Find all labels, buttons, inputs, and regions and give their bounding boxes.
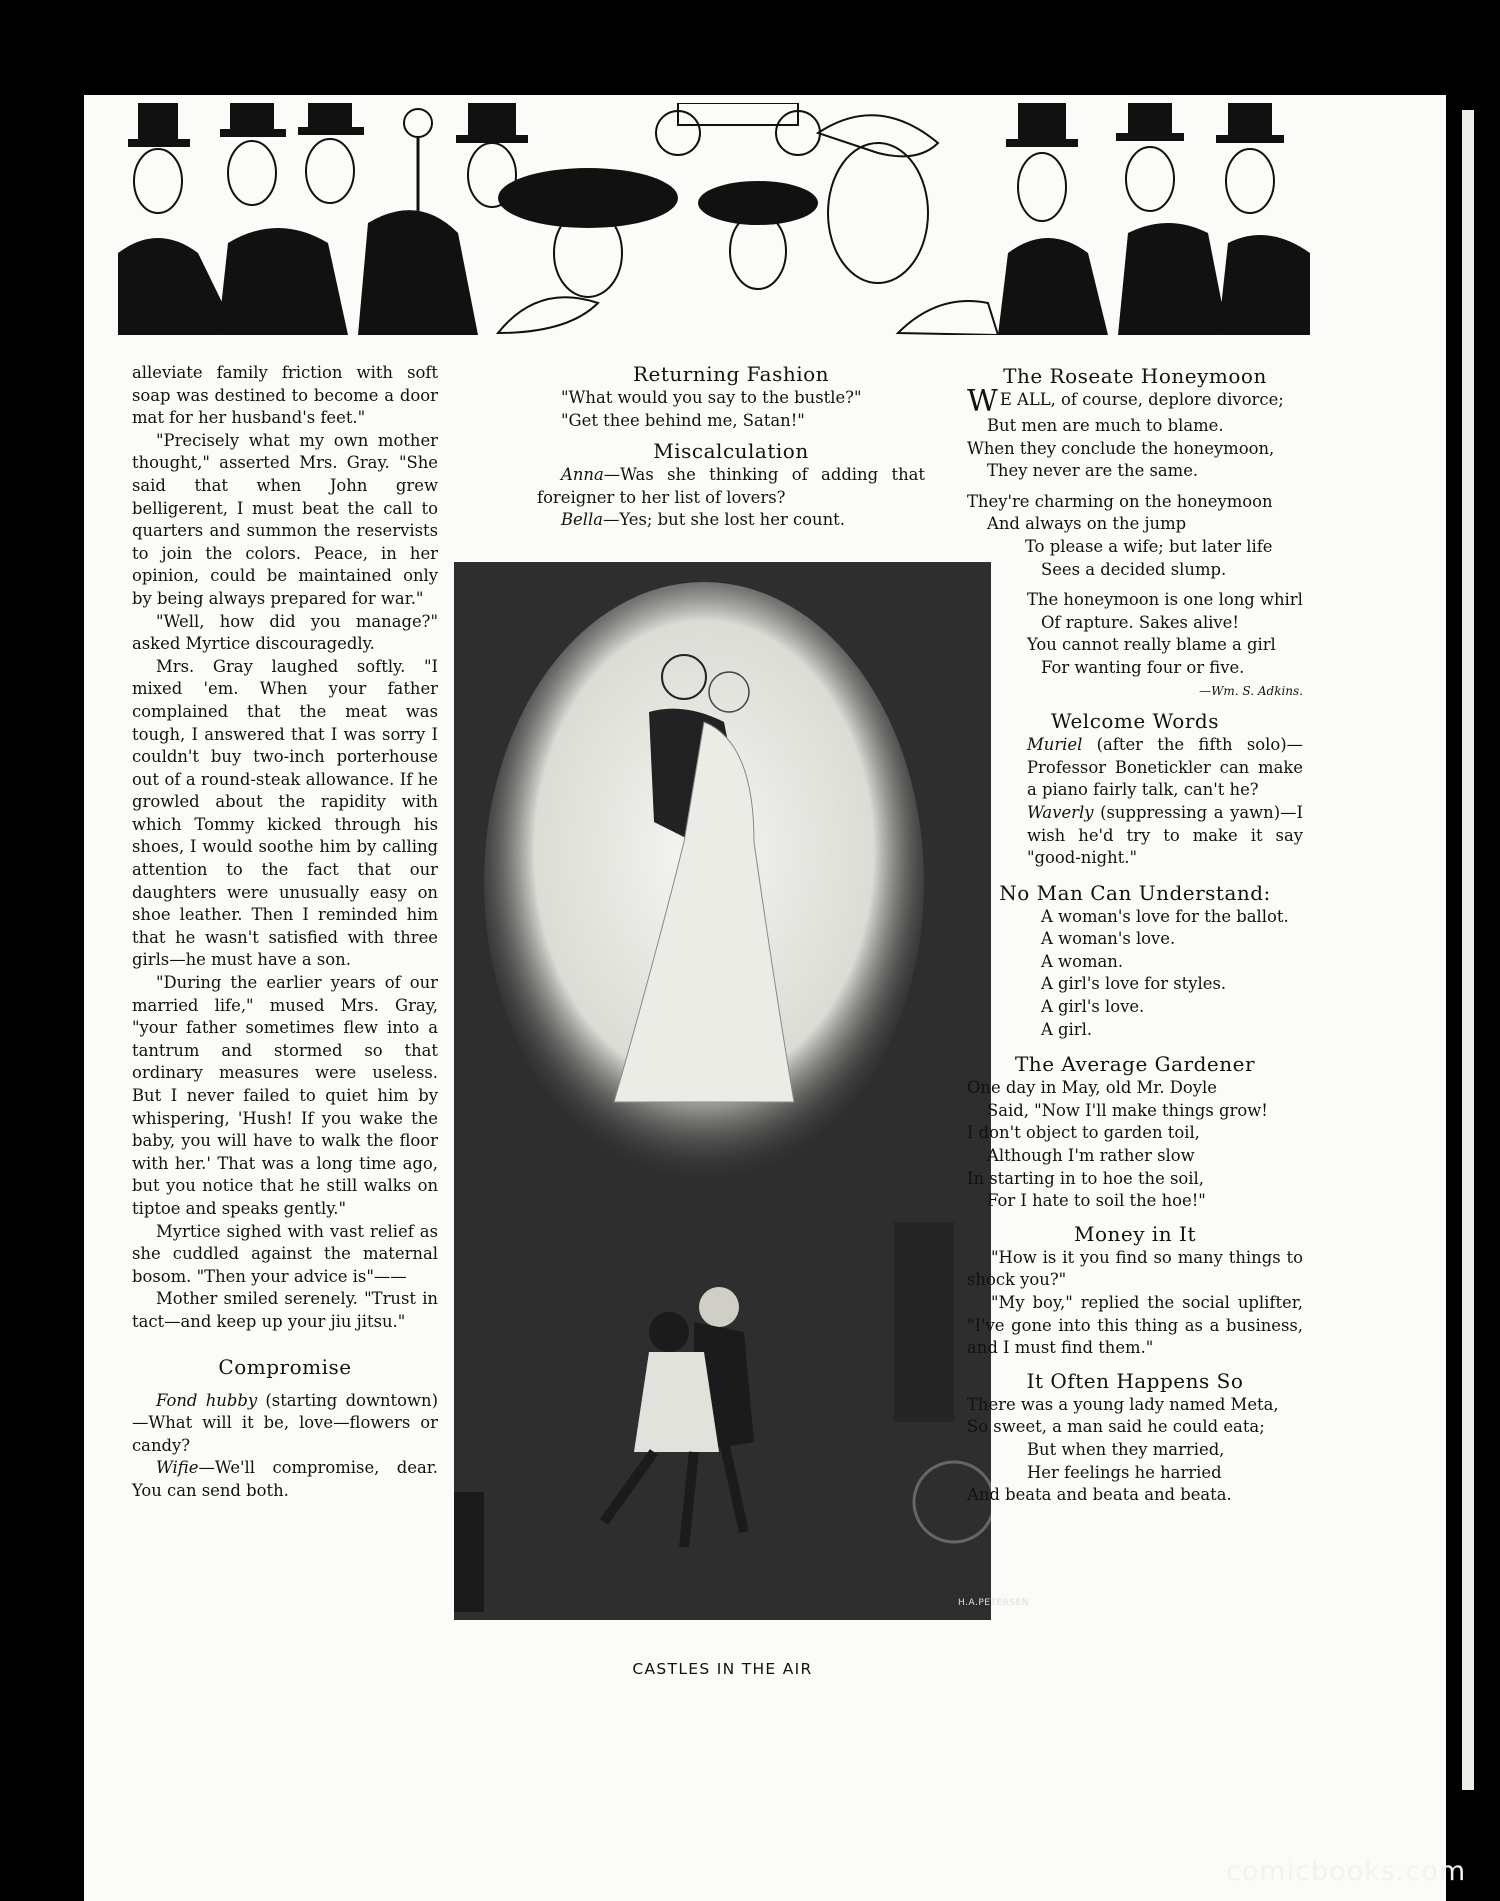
poem-roseate: W E ALL, of course, deplore divorce; But men are much to blame. When they conclude the honeymoon, They never are the same. They're charming on the honeymoon And always on the jump To please a wife; but later life Sees a decided slump. The honeymoon is one long whirl Of rapture. Sakes alive! You cannot really blame a girl For wanting four or five. —Wm. S. Adkins. (967, 389, 1303, 702)
column-left (132, 362, 438, 1503)
dialogue-line: "My boy," replied the social uplifter, "I've gone into this thing as a business, and I must find them." (967, 1293, 1303, 1358)
list-item: A woman. (1041, 951, 1124, 971)
section-title: Miscalculation (653, 439, 809, 464)
speaker: Anna (561, 465, 604, 485)
site-watermark: comicbooks.com (1226, 1856, 1467, 1887)
speaker: Muriel (1027, 735, 1083, 755)
column-center (537, 361, 925, 532)
section-title: Returning Fashion (632, 362, 830, 386)
column-right (967, 363, 1303, 1507)
list-item: A girl's love. (1041, 997, 1145, 1017)
dialogue-line: "What would you say to the bustle?" (561, 388, 862, 407)
list-item: A woman's love. (1041, 929, 1176, 949)
story-paragraph: Myrtice sighed with vast relief as she cuddled against the maternal bosom. "Then your advice is"—— (132, 1221, 438, 1286)
speaker: Fond hubby (156, 1390, 258, 1410)
story-continuation: alleviate family friction with soft soap was destined to become a door mat for her husband's feet." (132, 363, 438, 428)
section-title: Welcome Words (1051, 709, 1219, 734)
section-title: No Man Can Understand: (999, 880, 1271, 905)
story-paragraph: Mrs. Gray laughed softly. "I mixed 'em. When your father complained that the meat was tough, I answered that I was sorry I couldn't buy two-inch porterhouse out of a round-steak allowance. If he growled about the rapidity with which Tommy kicked through his shoes, I would soothe him by calling attention to the fact that our daughters were unusually easy on shoe leather. Then I reminded him that he wasn't satisfied with three girls—he must have a son. (132, 656, 438, 970)
dialogue-line: "How is it you find so many things to shock you?" (967, 1247, 1303, 1290)
speaker: Waverly (1027, 802, 1094, 822)
section-title: The Average Gardener (1014, 1052, 1256, 1077)
story-paragraph: "During the earlier years of our married life," mused Mrs. Gray, "your father sometimes flew into a tantrum and stormed so that ordinary measures were useless. But I never failed to quiet him by whispering, 'Hush! If you wake the baby, you will have to walk the floor with her.' That was a long time ago, but you notice that he still walks on tiptoe and speaks gently." (132, 973, 438, 1218)
dialogue-line: "Get thee behind me, Satan!" (561, 410, 805, 430)
dialogue-line: Wifie—We'll compromise, dear. You can send both. (132, 1458, 438, 1500)
illustrator-signature: H.A.PETERSEN (958, 1598, 1030, 1608)
dialogue-line: Anna—Was she thinking of adding that foreigner to her list of lovers? (537, 465, 925, 507)
dialogue-line: Waverly (suppressing a yawn)—I wish he'd try to make it say "good-night." (1027, 802, 1303, 868)
section-title: It Often Happens So (1026, 1368, 1244, 1393)
list-item: A woman's love for the ballot. (1041, 906, 1289, 926)
illustration-caption: CASTLES IN THE AIR (632, 1660, 813, 1678)
castles-illustration (454, 562, 991, 1620)
poem-author: —Wm. S. Adkins. (1199, 683, 1303, 698)
story-paragraph: "Precisely what my own mother thought," asserted Mrs. Gray. "She said that when John grew belligerent, I must beat the call to quarters and summon the reservists to join the colors. Peace, in her opinion, could be maintained only by being always prepared for war." (132, 430, 438, 608)
list-item: A girl's love for styles. (1041, 974, 1227, 994)
dialogue-line: Bella—Yes; but she lost her count. (561, 510, 845, 530)
poem-gardener: One day in May, old Mr. Doyle Said, "Now I'll make things grow! I don't object to garden toil, Although I'm rather slow In starting in to hoe the soil, For I hate to soil the hoe!" (967, 1078, 1268, 1211)
speaker: Wifie (156, 1458, 199, 1478)
story-paragraph: Mother smiled serenely. "Trust in tact—and keep up your jiu jitsu." (132, 1289, 438, 1331)
banner-illustration (118, 103, 1310, 335)
section-title: Money in It (1074, 1221, 1196, 1246)
section-title: The Roseate Honeymoon (1003, 364, 1267, 388)
list-item: A girl. (1041, 1019, 1093, 1039)
poem-meta: There was a young lady named Meta, So sweet, a man said he could eata; But when they married, Her feelings he harried And beata and beata and beata. (967, 1394, 1279, 1505)
noman-list (967, 906, 1303, 1042)
speaker: Bella (561, 510, 604, 530)
adjacent-page-edge (1462, 110, 1474, 1790)
story-paragraph: "Well, how did you manage?" asked Myrtice discouragedly. (132, 611, 438, 654)
section-title: Compromise (218, 1354, 352, 1379)
dialogue-line: Muriel (after the fifth solo)—Professor Bonetickler can make a piano fairly talk, can't he? (1027, 735, 1303, 800)
dialogue-line: Fond hubby (starting downtown)—What will it be, love—flowers or candy? (132, 1390, 438, 1455)
drop-cap: W (967, 384, 998, 419)
